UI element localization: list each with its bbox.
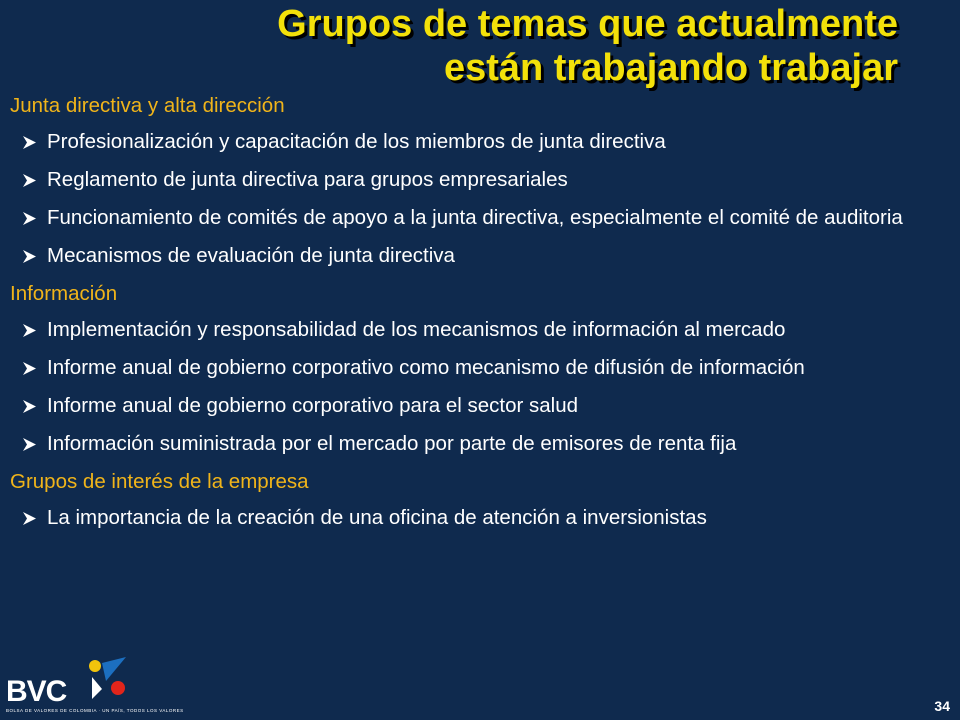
bullet-text: Información suministrada por el mercado por parte de emisores de renta fija [47,432,737,455]
arrowhead-bullet-icon [23,438,36,451]
arrowhead-bullet-icon [23,250,36,263]
arrowhead-bullet-icon [23,212,36,225]
section-heading: Grupos de interés de la empresa [10,470,309,493]
bullet-item [10,431,950,457]
bullet-text: Mecanismos de evaluación de junta directiva [47,244,455,267]
bullet-text: Informe anual de gobierno corporativo para el sector salud [47,394,579,417]
bullet-item [10,505,950,531]
section-heading: Junta directiva y alta dirección [10,94,285,117]
bullet-item [10,129,950,155]
bullet-item [10,205,950,231]
bvc-logo-text: BVC [6,675,67,708]
page-number: 34 [934,698,950,714]
arrowhead-bullet-icon [23,512,36,525]
bullet-item [10,393,950,419]
bullet-text: Informe anual de gobierno corporativo como mecanismo de difusión de información [47,356,805,379]
bullet-text: Profesionalización y capacitación de los miembros de junta directiva [47,130,666,153]
arrowhead-bullet-icon [23,324,36,337]
arrowhead-bullet-icon [23,174,36,187]
bullet-text: Reglamento de junta directiva para grupos empresariales [47,168,568,191]
bullet-item [10,167,950,193]
bvc-logo [6,655,184,717]
slide-title-line-2: están trabajando trabajar [443,47,898,89]
bullet-item [10,317,950,343]
arrowhead-bullet-icon [23,362,36,375]
arrowhead-bullet-icon [23,400,36,413]
bullet-text: Funcionamiento de comités de apoyo a la junta directiva, especialmente el comité de auditoria [47,206,903,229]
slide-content [10,93,950,543]
bvc-logo-subtitle: BOLSA DE VALORES DE COLOMBIA · UN PAÍS, TODOS LOS VALORES [6,708,184,713]
section-heading: Información [10,282,118,305]
arrowhead-bullet-icon [23,136,36,149]
bullet-text: Implementación y responsabilidad de los mecanismos de información al mercado [47,318,786,341]
bullet-text: La importancia de la creación de una oficina de atención a inversionistas [47,506,707,529]
bullet-item [10,355,950,381]
slide-title [0,2,898,90]
slide-title-line-1: Grupos de temas que actualmente [277,3,898,45]
bullet-item [10,243,950,269]
